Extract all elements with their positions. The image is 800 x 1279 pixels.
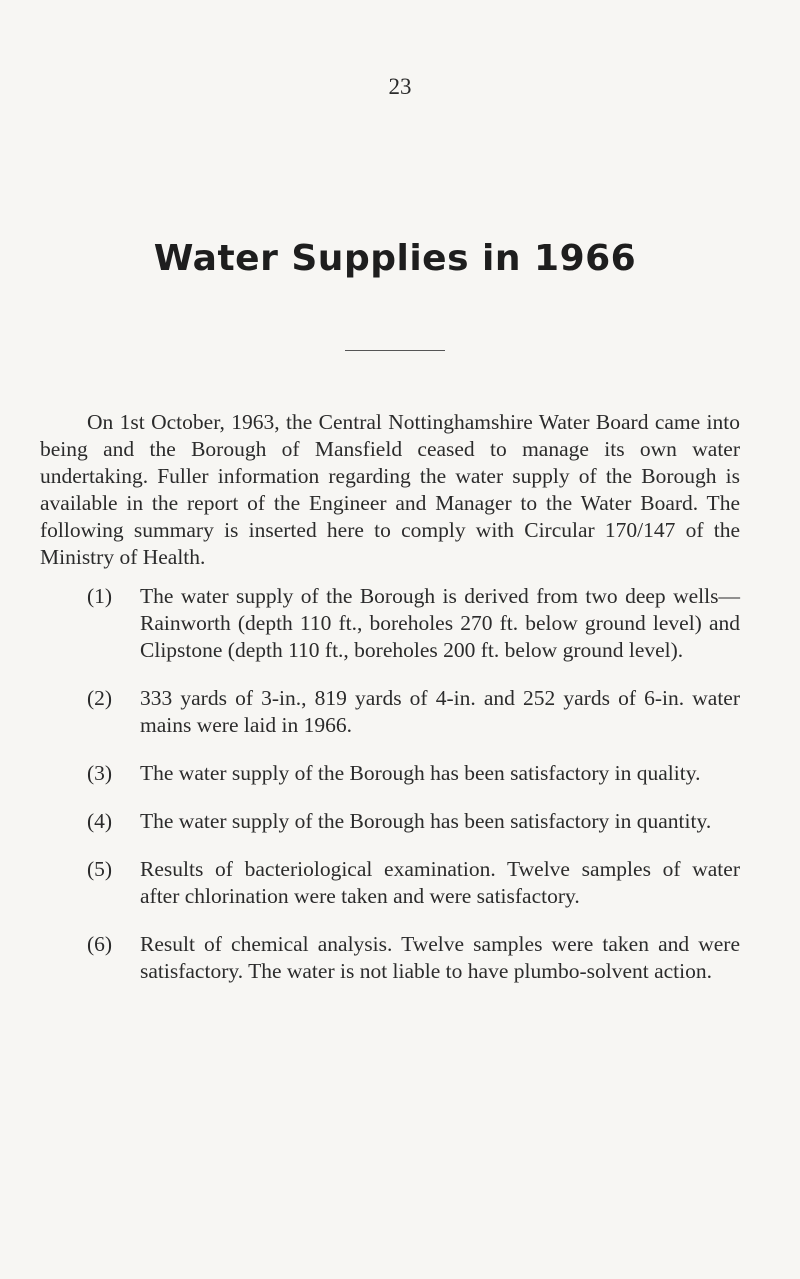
list-item [40, 583, 740, 664]
list-item [40, 808, 740, 835]
item-text: The water supply of the Borough has been satisfactory in quality. [140, 761, 701, 785]
item-text: Results of bacteriological examination. Twelve samples of water after chlorination were taken and were satisfactory. [140, 857, 740, 908]
item-text: The water supply of the Borough is derived from two deep wells—Rainworth (depth 110 ft., boreholes 270 ft. below ground level) and Clipstone (depth 110 ft., boreholes 200 ft. below ground level). [140, 584, 740, 662]
item-number: (3) [87, 761, 113, 785]
item-number: (1) [87, 584, 113, 608]
item-number: (6) [87, 932, 113, 956]
list-item [40, 760, 740, 787]
list-item [40, 931, 740, 985]
item-text: Result of chemical analysis. Twelve samples were taken and were satisfactory. The water is not liable to have plumbo-solvent action. [140, 932, 740, 983]
title-divider [345, 350, 445, 351]
item-number: (4) [87, 809, 113, 833]
page-number: 23 [388, 74, 412, 99]
item-text: The water supply of the Borough has been satisfactory in quantity. [140, 809, 712, 833]
summary-list [40, 583, 740, 1006]
item-number: (5) [87, 857, 113, 881]
list-item [40, 685, 740, 739]
intro-paragraph: On 1st October, 1963, the Central Nottinghamshire Water Board came into being and the Borough of Mansfield ceased to manage its own water undertaking. Fuller information regarding the water supply of the Borough is available in the report of the Engineer and Manager to the Water Board. The following summary is inserted here to comply with Circular 170/147 of the Ministry of Health. [40, 410, 740, 569]
item-number: (2) [87, 686, 113, 710]
list-item [40, 856, 740, 910]
page-title: Water Supplies in 1966 [153, 238, 637, 279]
item-text: 333 yards of 3-in., 819 yards of 4-in. and 252 yards of 6-in. water mains were laid in 1966. [140, 686, 740, 737]
